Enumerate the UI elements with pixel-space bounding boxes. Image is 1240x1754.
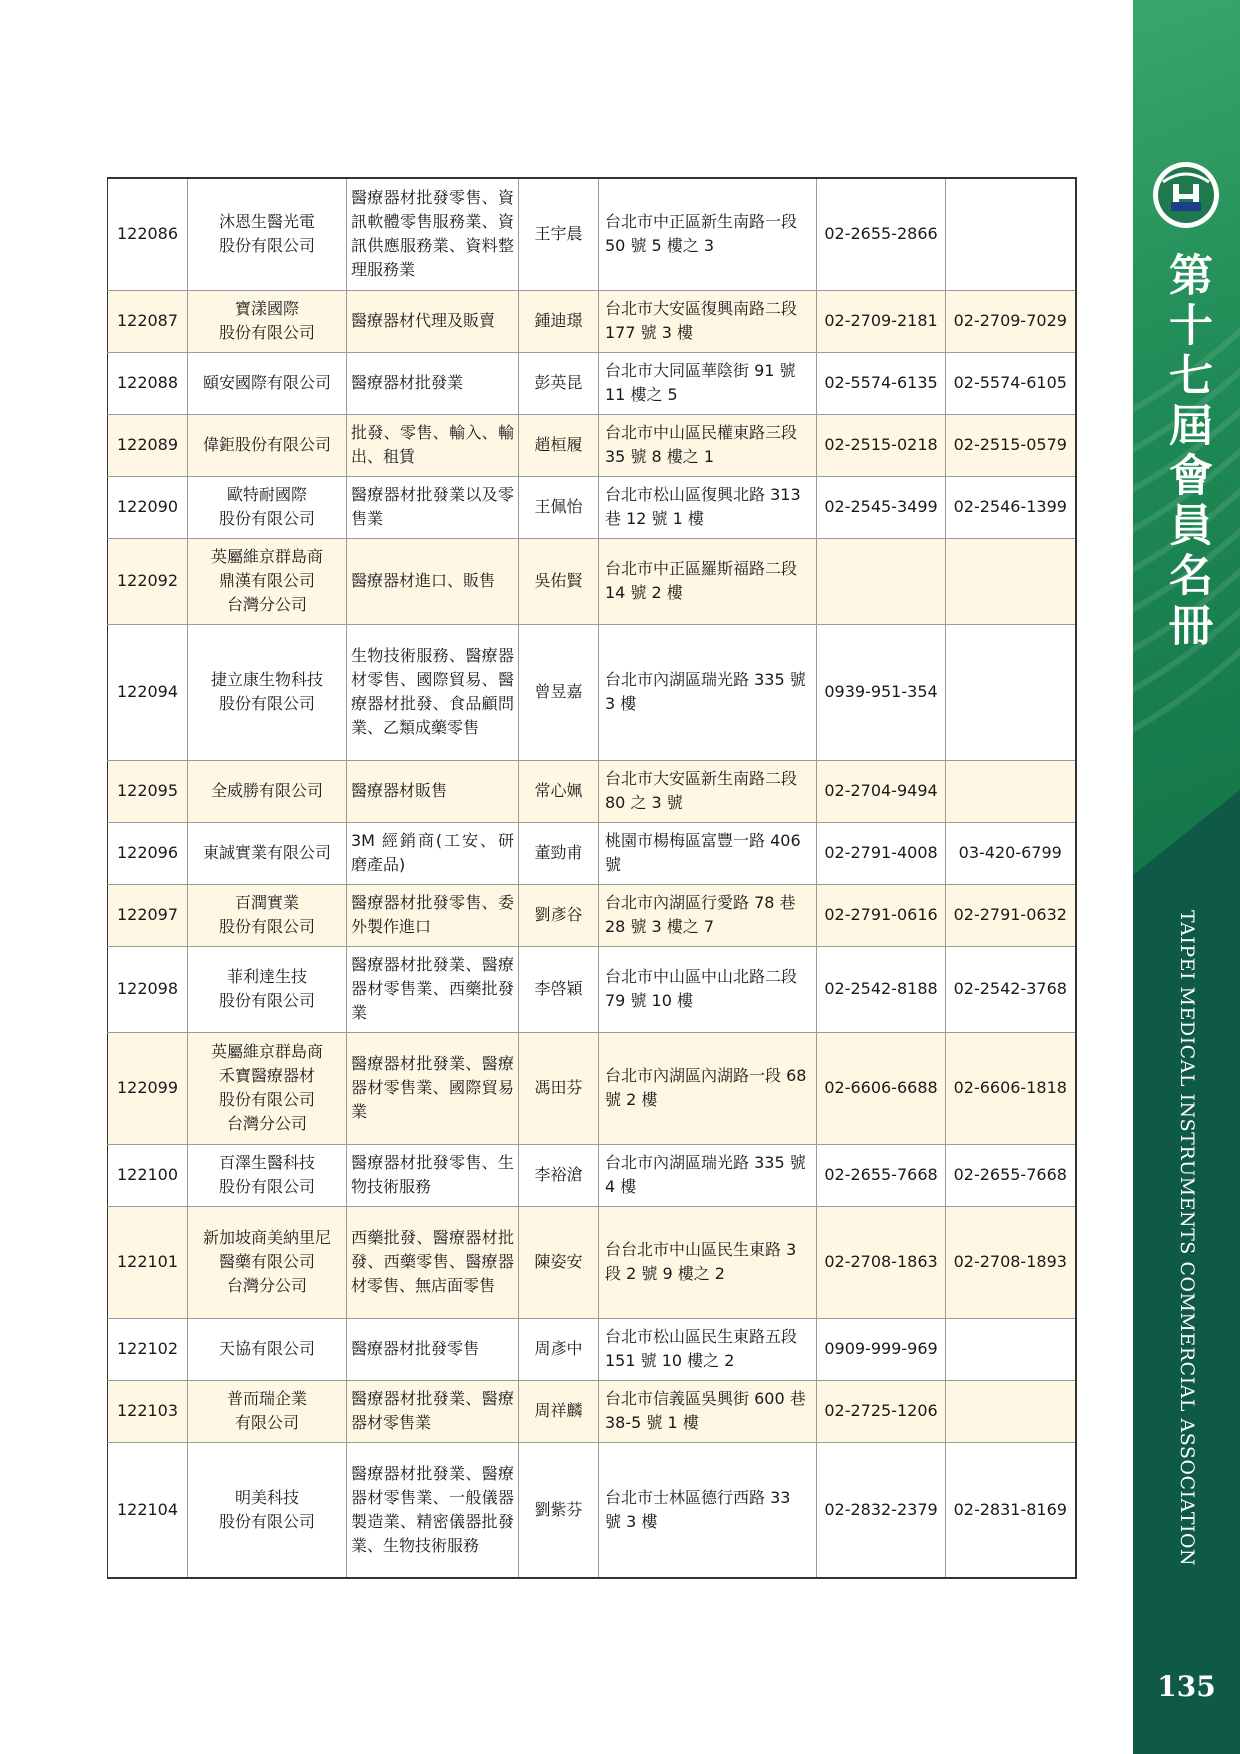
fax: 03-420-6799 (946, 822, 1076, 884)
address: 台北市松山區民生東路五段 151 號 10 樓之 2 (599, 1318, 817, 1380)
representative: 董勁甫 (519, 822, 599, 884)
member-row (108, 178, 1076, 290)
member-row (108, 538, 1076, 624)
company-name: 東誠實業有限公司 (188, 822, 347, 884)
member-id: 122103 (108, 1380, 188, 1442)
representative: 李啓穎 (519, 946, 599, 1032)
member-row (108, 1144, 1076, 1206)
phone: 02-2704-9494 (817, 760, 946, 822)
company-name: 英屬維京群島商 鼎漢有限公司 台灣分公司 (188, 538, 347, 624)
representative: 曾昱嘉 (519, 624, 599, 760)
fax: 02-5574-6105 (946, 352, 1076, 414)
member-id: 122102 (108, 1318, 188, 1380)
phone: 02-2708-1863 (817, 1206, 946, 1318)
company-name: 沐恩生醫光電 股份有限公司 (188, 178, 347, 290)
address: 台北市大安區新生南路二段 80 之 3 號 (599, 760, 817, 822)
member-id: 122094 (108, 624, 188, 760)
representative: 陳姿安 (519, 1206, 599, 1318)
business-scope: 西藥批發、醫療器材批發、西藥零售、醫療器材零售、無店面零售 (347, 1206, 519, 1318)
member-row (108, 1206, 1076, 1318)
company-name: 頤安國際有限公司 (188, 352, 347, 414)
phone: 0909-999-969 (817, 1318, 946, 1380)
member-row (108, 624, 1076, 760)
fax: 02-2542-3768 (946, 946, 1076, 1032)
address: 台北市內湖區瑞光路 335 號 4 樓 (599, 1144, 817, 1206)
representative: 王佩怡 (519, 476, 599, 538)
representative: 馮田芬 (519, 1032, 599, 1144)
address: 台北市大安區復興南路二段 177 號 3 樓 (599, 290, 817, 352)
representative: 彭英昆 (519, 352, 599, 414)
fax (946, 538, 1076, 624)
company-name: 英屬維京群島商 禾寶醫療器材 股份有限公司 台灣分公司 (188, 1032, 347, 1144)
representative: 趙桓履 (519, 414, 599, 476)
business-scope: 3M 經銷商(工安、研磨產品) (347, 822, 519, 884)
phone: 02-2542-8188 (817, 946, 946, 1032)
business-scope: 醫療器材批發零售、委外製作進口 (347, 884, 519, 946)
member-id: 122086 (108, 178, 188, 290)
association-name-en: TAIPEI MEDICAL INSTRUMENTS COMMERCIAL ASSOCIATION (1176, 910, 1198, 1567)
business-scope: 醫療器材代理及販賣 (347, 290, 519, 352)
company-name: 偉鉅股份有限公司 (188, 414, 347, 476)
address: 台北市內湖區瑞光路 335 號 3 樓 (599, 624, 817, 760)
address: 台台北市中山區民生東路 3 段 2 號 9 樓之 2 (599, 1206, 817, 1318)
representative: 鍾迪璟 (519, 290, 599, 352)
member-id: 122095 (108, 760, 188, 822)
directory-title-cn: 第十七屆會員名冊 (1161, 252, 1212, 652)
member-table (107, 177, 1077, 1579)
member-id: 122088 (108, 352, 188, 414)
company-name: 天協有限公司 (188, 1318, 347, 1380)
business-scope: 醫療器材批發業、醫療器材零售業、西藥批發業 (347, 946, 519, 1032)
representative: 周彥中 (519, 1318, 599, 1380)
member-rows (108, 178, 1076, 1578)
member-id: 122097 (108, 884, 188, 946)
phone: 02-2709-2181 (817, 290, 946, 352)
business-scope: 醫療器材批發業 (347, 352, 519, 414)
fax: 02-6606-1818 (946, 1032, 1076, 1144)
company-name: 百澤生醫科技 股份有限公司 (188, 1144, 347, 1206)
phone: 02-2655-7668 (817, 1144, 946, 1206)
member-id: 122087 (108, 290, 188, 352)
business-scope: 醫療器材批發零售、生物技術服務 (347, 1144, 519, 1206)
phone: 02-2515-0218 (817, 414, 946, 476)
address: 台北市中山區中山北路二段 79 號 10 樓 (599, 946, 817, 1032)
fax (946, 1318, 1076, 1380)
representative: 常心姵 (519, 760, 599, 822)
representative: 劉彥谷 (519, 884, 599, 946)
association-logo (1151, 160, 1221, 230)
member-id: 122099 (108, 1032, 188, 1144)
fax (946, 1380, 1076, 1442)
address: 台北市士林區德行西路 33 號 3 樓 (599, 1442, 817, 1578)
sidebar-green-band (1133, 0, 1240, 875)
address: 台北市松山區復興北路 313 巷 12 號 1 樓 (599, 476, 817, 538)
phone: 02-2791-4008 (817, 822, 946, 884)
address: 台北市中山區民權東路三段 35 號 8 樓之 1 (599, 414, 817, 476)
address: 台北市內湖區內湖路一段 68 號 2 樓 (599, 1032, 817, 1144)
member-id: 122092 (108, 538, 188, 624)
company-name: 菲利達生技 股份有限公司 (188, 946, 347, 1032)
member-id: 122089 (108, 414, 188, 476)
fax: 02-2515-0579 (946, 414, 1076, 476)
member-row (108, 352, 1076, 414)
member-row (108, 1442, 1076, 1578)
company-name: 明美科技 股份有限公司 (188, 1442, 347, 1578)
fax (946, 760, 1076, 822)
business-scope: 醫療器材批發業、醫療器材零售業 (347, 1380, 519, 1442)
member-row (108, 884, 1076, 946)
fax: 02-2708-1893 (946, 1206, 1076, 1318)
company-name: 普而瑞企業 有限公司 (188, 1380, 347, 1442)
representative: 李裕滄 (519, 1144, 599, 1206)
fax: 02-2709-7029 (946, 290, 1076, 352)
fax (946, 178, 1076, 290)
logo-emblem-icon (1151, 160, 1221, 230)
address: 桃園市楊梅區富豐一路 406 號 (599, 822, 817, 884)
member-row (108, 1032, 1076, 1144)
member-id: 122096 (108, 822, 188, 884)
representative: 王宇晨 (519, 178, 599, 290)
representative: 劉紫芬 (519, 1442, 599, 1578)
member-row (108, 290, 1076, 352)
member-id: 122104 (108, 1442, 188, 1578)
sidebar (1133, 0, 1240, 1754)
representative: 吳佑賢 (519, 538, 599, 624)
member-row (108, 760, 1076, 822)
business-scope: 醫療器材批發業、醫療器材零售業、一般儀器製造業、精密儀器批發業、生物技術服務 (347, 1442, 519, 1578)
business-scope: 批發、零售、輸入、輸出、租賃 (347, 414, 519, 476)
member-row (108, 822, 1076, 884)
member-row (108, 1318, 1076, 1380)
member-id: 122101 (108, 1206, 188, 1318)
fax: 02-2791-0632 (946, 884, 1076, 946)
page-number: 135 (1157, 1670, 1216, 1703)
phone: 0939-951-354 (817, 624, 946, 760)
address: 台北市中正區羅斯福路二段 14 號 2 樓 (599, 538, 817, 624)
company-name: 寶漾國際 股份有限公司 (188, 290, 347, 352)
company-name: 新加坡商美納里尼 醫藥有限公司 台灣分公司 (188, 1206, 347, 1318)
fax (946, 624, 1076, 760)
business-scope: 醫療器材批發業、醫療器材零售業、國際貿易業 (347, 1032, 519, 1144)
representative: 周祥麟 (519, 1380, 599, 1442)
phone: 02-2725-1206 (817, 1380, 946, 1442)
member-row (108, 414, 1076, 476)
phone: 02-6606-6688 (817, 1032, 946, 1144)
member-id: 122090 (108, 476, 188, 538)
address: 台北市大同區華陰街 91 號 11 樓之 5 (599, 352, 817, 414)
business-scope: 醫療器材批發零售、資訊軟體零售服務業、資訊供應服務業、資料整理服務業 (347, 178, 519, 290)
business-scope: 生物技術服務、醫療器材零售、國際貿易、醫療器材批發、食品顧問業、乙類成藥零售 (347, 624, 519, 760)
company-name: 歐特耐國際 股份有限公司 (188, 476, 347, 538)
address: 台北市信義區吳興街 600 巷 38-5 號 1 樓 (599, 1380, 817, 1442)
fax: 02-2831-8169 (946, 1442, 1076, 1578)
phone: 02-5574-6135 (817, 352, 946, 414)
address: 台北市中正區新生南路一段 50 號 5 樓之 3 (599, 178, 817, 290)
company-name: 百潤實業 股份有限公司 (188, 884, 347, 946)
business-scope: 醫療器材進口、販售 (347, 538, 519, 624)
phone: 02-2545-3499 (817, 476, 946, 538)
company-name: 捷立康生物科技 股份有限公司 (188, 624, 347, 760)
phone: 02-2791-0616 (817, 884, 946, 946)
member-row (108, 1380, 1076, 1442)
business-scope: 醫療器材批發零售 (347, 1318, 519, 1380)
business-scope: 醫療器材販售 (347, 760, 519, 822)
business-scope: 醫療器材批發業以及零售業 (347, 476, 519, 538)
phone: 02-2655-2866 (817, 178, 946, 290)
member-row (108, 946, 1076, 1032)
phone: 02-2832-2379 (817, 1442, 946, 1578)
member-row (108, 476, 1076, 538)
member-id: 122100 (108, 1144, 188, 1206)
fax: 02-2655-7668 (946, 1144, 1076, 1206)
company-name: 全威勝有限公司 (188, 760, 347, 822)
phone (817, 538, 946, 624)
address: 台北市內湖區行愛路 78 巷 28 號 3 樓之 7 (599, 884, 817, 946)
member-id: 122098 (108, 946, 188, 1032)
fax: 02-2546-1399 (946, 476, 1076, 538)
